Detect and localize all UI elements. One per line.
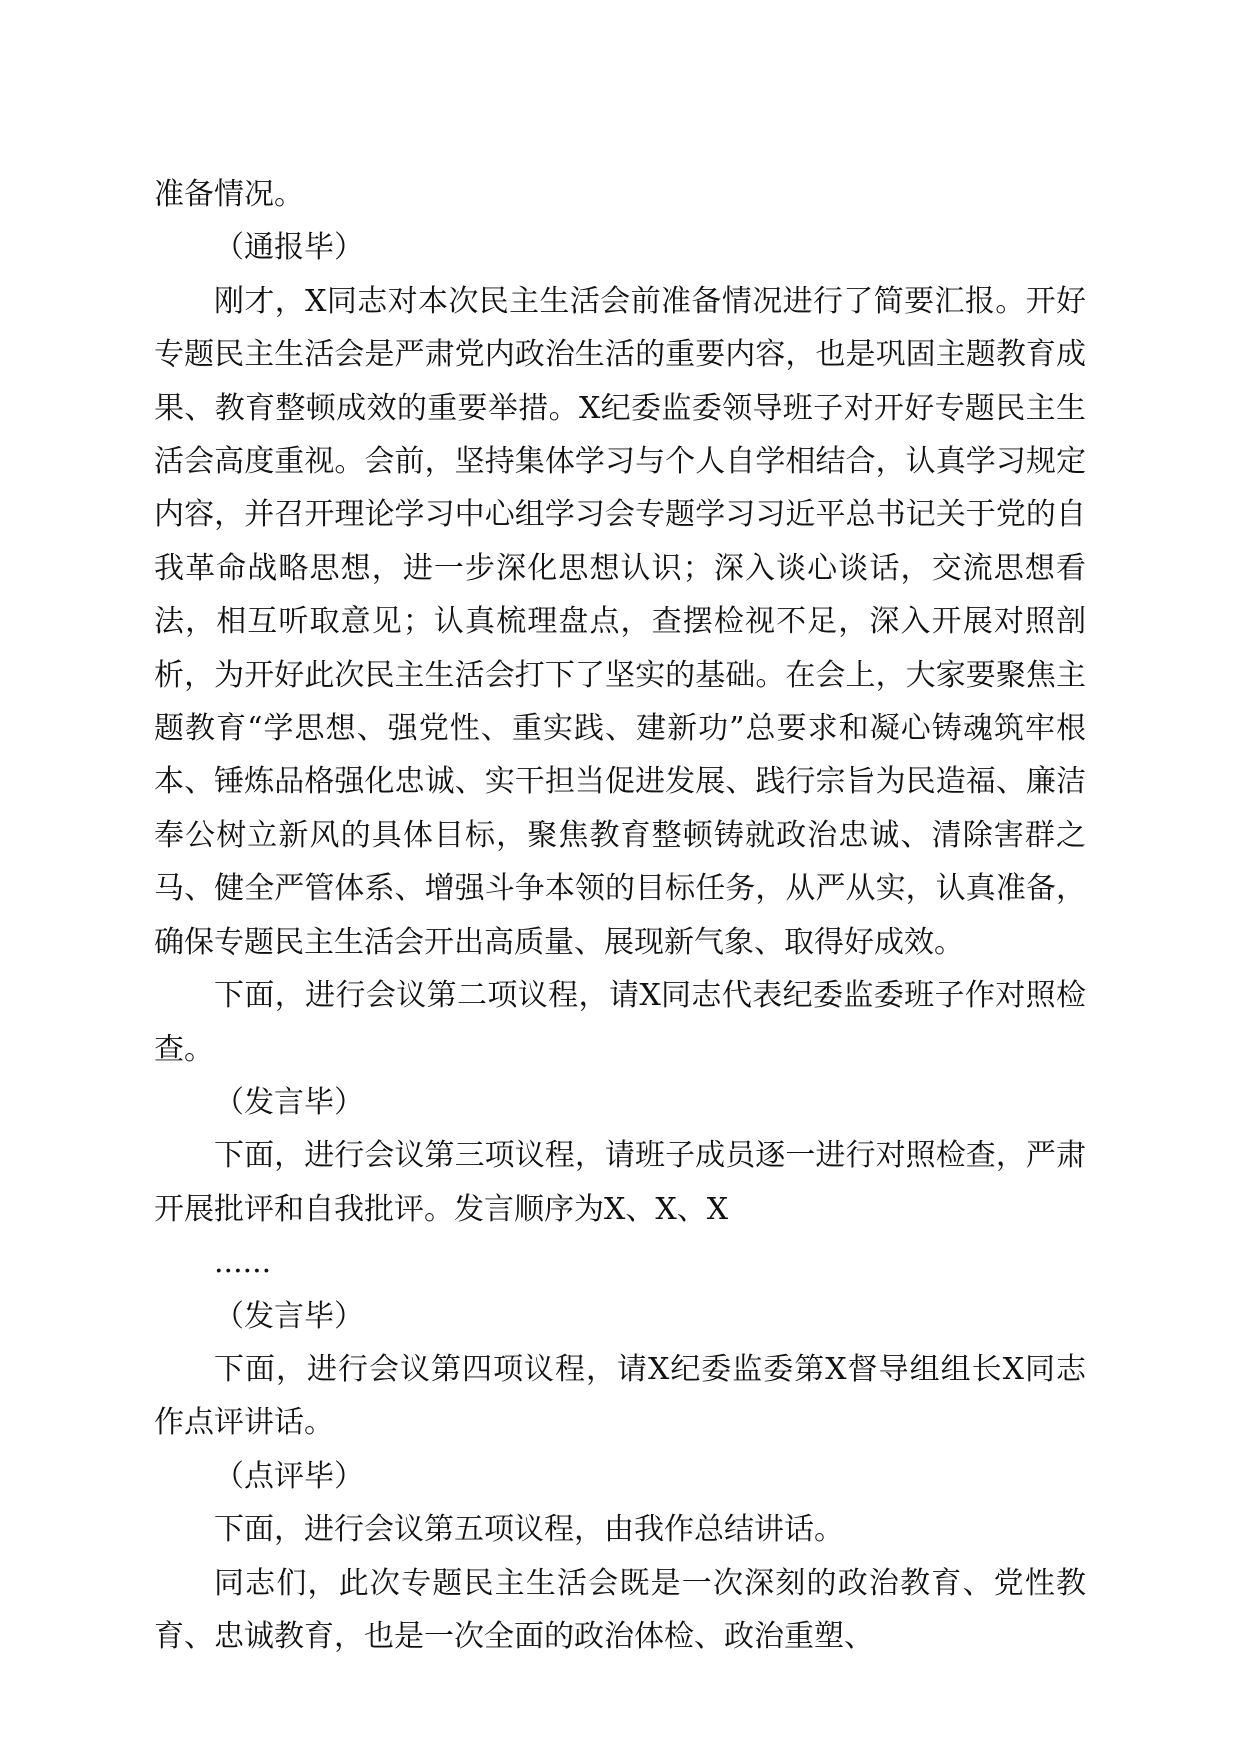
paragraph-comment-done: （点评毕）: [214, 1458, 364, 1494]
paragraph-agenda-item-3: 下面，进行会议第三项议程，请班子成员逐一进行对照检查，严肃开展批评和自我批评。发言顺序为X、X、X: [154, 1138, 1086, 1227]
paragraph-agenda-item-2: 下面，进行会议第二项议程，请X同志代表纪委监委班子作对照检查。: [154, 978, 1086, 1067]
paragraph-summary-remarks: 刚才，X同志对本次民主生活会前准备情况进行了简要汇报。开好专题民主生活会是严肃党内政治生活的重要内容，也是巩固主题教育成果、教育整顿成效的重要举措。X纪委监委领导班子对开好专题民主生活会高度重视。会前，坚持集体学习与个人自学相结合，认真学习规定内容，并召开理论学习中心组学习会专题学习习近平总书记关于党的自我革命战略思想，进一步深化思想认识；深入谈心谈话，交流思想看法，相互听取意见；认真梳理盘点，查摆检视不足，深入开展对照剖析，为开好此次民主生活会打下了坚实的基础。在会上，大家要聚焦主题教育“学思想、强党性、重实践、建新功”总要求和凝心铸魂筑牢根本、锤炼品格强化忠诚、实干担当促进发展、践行宗旨为民造福、廉洁奉公树立新风的具体目标，聚焦教育整顿铸就政治忠诚、清除害群之马、健全严管体系、增强斗争本领的目标任务，从严从实，认真准备，确保专题民主生活会开出高质量、展现新气象、取得好成效。: [154, 283, 1086, 960]
paragraph-agenda-item-4: 下面，进行会议第四项议程，请X纪委监委第X督导组组长X同志作点评讲话。: [154, 1351, 1086, 1441]
paragraph-ellipsis: ......: [214, 1245, 272, 1281]
paragraph-agenda-item-5: 下面，进行会议第五项议程，由我作总结讲话。: [214, 1512, 844, 1548]
paragraph-speech-done-2: （发言毕）: [214, 1298, 364, 1334]
paragraph-speech-done-1: （发言毕）: [214, 1084, 364, 1120]
document-body: [154, 168, 1086, 1663]
paragraph-closing-remarks: 同志们，此次专题民主生活会既是一次深刻的政治教育、党性教育、忠诚教育，也是一次全面的政治体检、政治重塑、: [154, 1565, 1086, 1654]
paragraph-preparation-end: 准备情况。: [154, 177, 304, 212]
paragraph-report-done: （通报毕）: [214, 230, 364, 266]
